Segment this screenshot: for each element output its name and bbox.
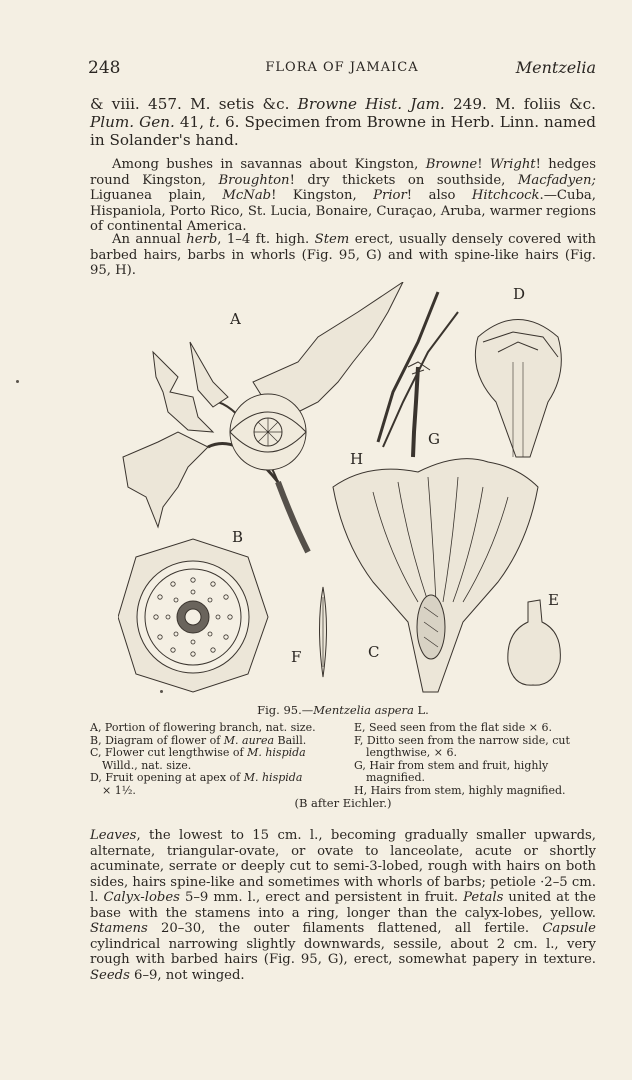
- legend-item-b: B, Diagram of flower of M. aurea Baill.: [90, 733, 307, 747]
- speck: [160, 690, 163, 693]
- legend-item-a: A, Portion of flowering branch, nat. size.: [90, 721, 316, 734]
- mentzelia-illustration: [118, 282, 578, 702]
- running-genus: Mentzelia: [515, 58, 596, 77]
- fruit-opening-drawing: [475, 320, 561, 458]
- legend-item-h: H, Hairs from stem, highly magnified.: [354, 783, 566, 797]
- legend-item-g: G, Hair from stem and fruit, highly magnified.: [354, 758, 549, 784]
- fig-label-h: H: [350, 450, 364, 468]
- legend-left-column: [90, 722, 340, 797]
- fig-label-g: G: [428, 430, 440, 448]
- fig-label-e: E: [548, 591, 559, 609]
- legend-item-c: C, Flower cut lengthwise of M. hispida Willd., nat. size.: [90, 746, 306, 772]
- page-number: 248: [88, 58, 121, 78]
- fig-label-a: A: [230, 310, 241, 328]
- page-header: [88, 58, 596, 80]
- fig-label-f: F: [291, 648, 302, 666]
- description-paragraph: Leaves, the lowest to 15 cm. l., becoming gradually smaller upwards, alternate, triangular-ovate, or ovate to lanceolate, acute or shortly acuminate, serrate or deeply cut to semi-3-lobed, rough with hairs on both sides, hairs spine-like and sometimes with whorls of barbs; petiole ·2–5 cm. l. Calyx-lobes 5–9 mm. l., erect and persistent in fruit. Petals united at the base with the stamens into a ring, longer than the calyx-lobes, yellow. Stamens 20–30, the outer filaments flattened, all fertile. Capsule cylindrical narrowing slightly downwards, sessile, about 2 cm. l., very rough with barbed hairs (Fig. 95, G), erect, somewhat papery in texture. Seeds 6–9, not winged.: [90, 828, 596, 983]
- figure-caption: Fig. 95.—Mentzelia aspera L.: [257, 703, 429, 717]
- legend-item-d: D, Fruit opening at apex of M. hispida × 1½.: [90, 771, 303, 797]
- figure-credit: (B after Eichler.): [294, 796, 392, 810]
- localities-paragraph: Among bushes in savannas about Kingston, Browne! Wright! hedges round Kingston, Broughton! dry thickets on southside, Macfadyen; Liguanea plain, McNab! Kingston, Prior! also Hitchcock.—Cuba, Hispaniola, Porto Rico, St. Lucia, Bonaire, Curaçao, Aruba, warmer regions of continental America.: [90, 157, 597, 234]
- floral-diagram: [118, 539, 268, 692]
- flower-section-drawing: [333, 459, 538, 692]
- legend-right-column: [354, 722, 596, 797]
- habit-paragraph: An annual herb, 1–4 ft. high. Stem erect, usually densely covered with barbed hairs, barbs in whorls (Fig. 95, G) and with spine-like hairs (Fig. 95, H).: [90, 232, 596, 278]
- fig-label-c: C: [368, 643, 380, 661]
- running-title: FLORA OF JAMAICA: [265, 60, 419, 75]
- legend-item-f: F, Ditto seen from the narrow side, cut lengthwise, × 6.: [354, 733, 570, 759]
- botanical-figure: [118, 282, 578, 702]
- intro-paragraph: & viii. 457. M. setis &c. Browne Hist. Jam. 249. M. foliis &c. Plum. Gen. 41, t. 6. Specimen from Browne in Herb. Linn. named in Solander's hand.: [90, 95, 597, 149]
- fig-label-b: B: [232, 528, 244, 546]
- speck: [16, 380, 19, 383]
- seed-flat-drawing: [508, 600, 561, 685]
- legend-item-e: E, Seed seen from the flat side × 6.: [354, 721, 552, 734]
- hairs-drawing: [378, 292, 458, 457]
- fig-label-d: D: [513, 285, 526, 303]
